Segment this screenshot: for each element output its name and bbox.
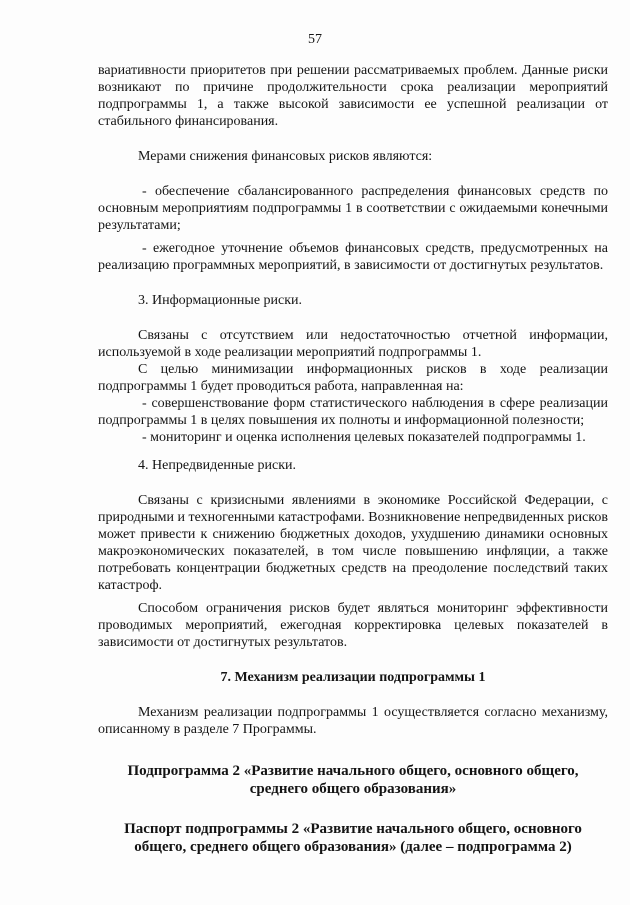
list-item-annual-refinement: - ежегодное уточнение объемов финансовых средств, предусмотренных на реализацию программных мероприятий, в зависимости от достигнутых результатов. (98, 241, 608, 273)
page-content (98, 62, 608, 856)
paragraph-minimization-work: С целью минимизации информационных рисков в ходе реализации подпрограммы 1 будет проводиться работа, направленная на: (98, 362, 608, 394)
paragraph-unforeseen-risks: Связаны с кризисными явлениями в экономике Российской Федерации, с природными и техногенными катастрофами. Возникновение непредвиденных рисков может привести к снижению бюджетных доходов, ухудшению динамики основных макроэкономических показателей, в том числе повышению инфляции, а также потребовать концентрации бюджетных средств на преодоление последствий таких катастроф. (98, 493, 608, 593)
paragraph-information-risks: Связаны с отсутствием или недостаточностью отчетной информации, используемой в ходе реализации мероприятий подпрограммы 1. (98, 328, 608, 360)
list-item-balanced-distribution: - обеспечение сбалансированного распределения финансовых средств по основным мероприятиям подпрограммы 1 в соответствии с ожидаемыми конечными результатами; (98, 184, 608, 233)
paragraph-risk-limitation: Способом ограничения рисков будет являться мониторинг эффективности проводимых мероприятий, ежегодная корректировка целевых показателей в зависимости от достигнутых результатов. (98, 601, 608, 650)
heading-subprogram-2: Подпрограмма 2 «Развитие начального общего, основного общего, среднего общего образования» (127, 763, 579, 797)
list-item-statistical-forms: - совершенствование форм статистического наблюдения в сфере реализации подпрограммы 1 в целях повышения их полноты и информационной полезности; (98, 396, 608, 428)
heading-passport-subprogram-2: Паспорт подпрограммы 2 «Развитие начального общего, основного общего, среднего общего образования» (далее – подпрограмма 2) (124, 821, 582, 855)
page-number: 57 (308, 32, 322, 47)
paragraph-financing-risks-end: вариативности приоритетов при решении рассматриваемых проблем. Данные риски возникают по причине продолжительности срока реализации мероприятий подпрограммы 1, а также высокой зависимости ее успешной реализации от стабильного финансирования. (98, 63, 608, 129)
section-heading-information-risks: 3. Информационные риски. (138, 293, 303, 308)
paragraph-mechanism: Механизм реализации подпрограммы 1 осуществляется согласно механизму, описанному в разделе 7 Программы. (98, 705, 608, 737)
paragraph-financial-risk-measures: Мерами снижения финансовых рисков являются: (138, 149, 433, 164)
section-heading-unforeseen-risks: 4. Непредвиденные риски. (138, 458, 297, 473)
section-heading-mechanism: 7. Механизм реализации подпрограммы 1 (220, 670, 486, 685)
list-item-monitoring-targets: - мониторинг и оценка исполнения целевых показателей подпрограммы 1. (142, 430, 586, 445)
